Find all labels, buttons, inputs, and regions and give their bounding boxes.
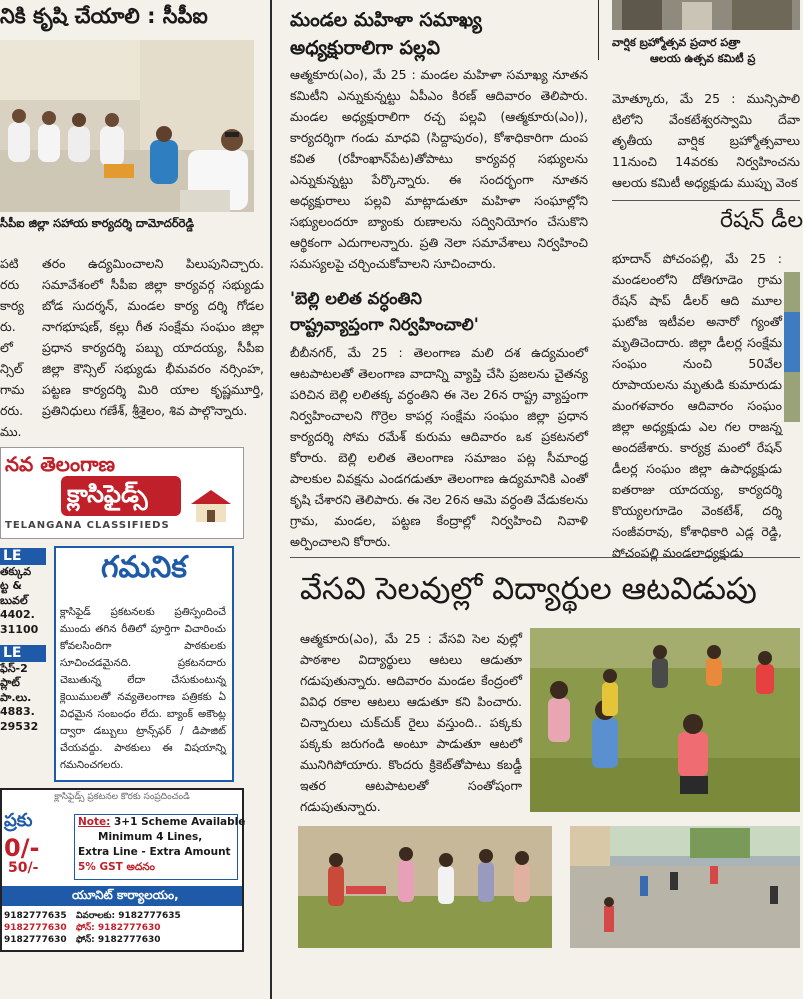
temple-caption-line1: వార్షిక బ్రహ్మోత్సవ ప్రచార పత్రా: [612, 36, 741, 49]
classified-item: 4402.: [0, 608, 35, 621]
classified-item-tag: LE: [0, 548, 46, 565]
left-headline: నికి కృషి చేయాలి : సీపీఐ: [0, 4, 208, 28]
fragment: ము.: [0, 424, 22, 439]
column-rule-left: [270, 0, 272, 999]
fragment: కార్య: [0, 298, 24, 313]
story1-headline-line2: అధ్యక్షురాలిగా పల్లవి: [290, 37, 441, 59]
classified-item: 4883.: [0, 705, 35, 718]
notice-box: [54, 546, 234, 782]
office-label: యూనిట్ కార్యాలయం,: [72, 888, 179, 902]
fragment: రు.: [0, 319, 16, 334]
story1-headline-line1: మండల మహిళా సమాఖ్య: [290, 9, 482, 31]
classified-item: ట్ట &: [0, 579, 22, 592]
classifieds-contact-box: [0, 788, 244, 952]
contact-top-line: క్లాసిఫైడ్స్ ప్రకటనల కొరకు సంప్రదించండి: [54, 792, 190, 802]
classified-item: పా.లు.: [0, 690, 32, 704]
phone-number: వివరాలకు: 9182777635: [76, 911, 181, 921]
contact-phones: [4, 910, 240, 946]
fragment: రరు: [0, 277, 20, 292]
temple-caption-line2: ఆలయ ఉత్సవ కమిటీ ప్ర: [650, 52, 756, 65]
notice-title: గమనిక: [101, 550, 187, 585]
phone-number: 9182777635: [4, 911, 67, 921]
classified-item: ఫేస్-2: [0, 661, 28, 675]
bottom-story-body: ఆత్మకూరు(ఎం), మే 25 : వేసవి సెల వుల్లో పాఠశాల విద్యార్థులు ఆటలు ఆడుతూ గడుపుతున్నారు. ఆదివారం మండల కేంద్రంలో వివిధ రకాల ఆటలు ఆడుతూ కని పించారు. చిన్నారులు చుక్‌చుక్ రైలు వస్తుంది.. పక్కకు పక్కకు జరుగండి అంటూ పాడుతూ ఆటలో మునిగిపోయారు. కొందరు క్రికెట్‌తోపాటు కబడ్డీ ఇతర ఆటపాటలతో సంతోషంగా గడుపుతున్నారు.: [300, 631, 522, 814]
right-divider: [612, 200, 800, 201]
fragment: లో: [0, 340, 13, 355]
street-cricket-photo: [570, 826, 800, 948]
note-line-3: Extra Line - Extra Amount: [78, 846, 231, 858]
notice-text: క్లాసిఫైడ్ ప్రకటనలకు ప్రతిస్పందించే ముందు తగిన రీతిలో పూర్తిగా విచారించు కోవలసిందిగా పాఠకులకు సూచించడమైనది. ప్రకటనదారు చెబుతున్న లేదా చేసుకుంటున్న క్లెయిములతో నవ్యతెలంగాణ పత్రికకు ఏ విధమైన సంబంధం లేదు. బ్యాంక్ అకౌంట్ల ద్వారా డబ్బులు ట్రాన్స్‌ఫర్ / డిపాజిట్ చేయవద్దు. పాఠకులు ఈ విషయాన్ని గమనించగలరు.: [60, 606, 226, 771]
classified-item-tag: LE: [0, 645, 46, 662]
classifieds-banner-en: TELANGANA CLASSIFIEDS: [5, 520, 170, 531]
classified-item: 31100: [0, 622, 39, 636]
fragment: రరు.: [0, 403, 24, 418]
story1-body: ఆత్మకూరు(ఎం), మే 25 : మండల మహిళా సమాఖ్య నూతన కమిటీని ఎన్నుకున్నట్టు ఏపీఎం కిరణ్ ఆదివారం తెలిపారు. మండల అధ్యక్షురాలిగా రచ్చ పల్లవి (ఆత్మకూరు(ఎం)), కార్యదర్శిగా గండు మాధవి (సిద్దాపురం), కోశాధికారిగా దుంప కవిత (రహీంఖాన్‌పేట)తోపాటు కార్యవర్గ సభ్యులను ఎన్నుకున్నట్టు పేర్కొన్నారు. ఈ సందర్భంగా నూతన అధ్యక్షురాలు పల్లవి మాట్లాడుతూ మహిళా సంఘాల్లోని సభ్యులందరూ బ్యాంకు రుణాలను సద్వినియోగం చేసుకొని ఆర్థికంగా ఎదుగాలన్నారు. ప్రతి నెలా సమావేశాలు నిర్వహించి సమస్యలపై చర్చించుకోవాలని సూచించారు.: [290, 67, 588, 271]
contact-big-label: ప్రకు: [4, 810, 33, 831]
note-box: [74, 814, 246, 880]
fragment: న్సిల్: [0, 361, 23, 376]
contact-price-2: 50/-: [8, 860, 39, 876]
note-line-1: 3+1 Scheme Available: [114, 816, 246, 828]
note-line-4: 5% GST అదనం: [78, 861, 155, 873]
phone-number: 9182777630: [4, 935, 67, 945]
ration-story-body: భూదాన్ పోచంపల్లి, మే 25 : మండలంలోని దోతిగూడెం గ్రామ రేషన్ షాప్ డీలర్ ఆది మూల ఘటోజ ఇటీవల అనారో గ్యంతో మృతిచెందారు. జిల్లా డీలర్ల సంక్షేమ సంఘం నుంచి 50వేల రూపాయలను మృతుడి కుమారుడు మంగళవారం ఆదివారం సంఘం జిల్లా అధ్యక్షుడు ఎల గల రాజన్న అందజేశారు. కార్యక్ర మంలో రేషన్ డీలర్ల సంఘం జిల్లా ఉపాధ్యక్షుడు ఐతరాజు యాదయ్య, కార్యదర్శి కొయ్యలగూడెం వెంకటేశ్, దర్శి సంజీవరావు, కోశాధికారి ఎడ్ల రెడ్డి, పోచంపల్లి మండలాధ్యక్షుడు: [612, 251, 782, 560]
fragment: పటి: [0, 256, 19, 271]
story2-headline-line2: రాష్ట్రవ్యాప్తంగా నిర్వహించాలి': [290, 315, 479, 334]
note-label: Note:: [78, 816, 111, 828]
contact-price-1: 0/-: [4, 834, 40, 862]
story2-body: బీబీనగర్, మే 25 : తెలంగాణ మలి దశ ఉద్యమంలో ఆటపాటలతో తెలంగాణ వాదాన్ని వ్యాప్తి చేసి ప్రజలను చైతన్య పరిచిన బెల్లి లలితక్క వర్ధంతిని ఈ నెల 26న రాష్ట్ర వ్యాప్తంగా నిర్వహించాలని గొర్రెల కాపర్ల సంక్షేమ సంఘం జిల్లా ప్రధాన కార్యదర్శి సోమ రమేశ్ కురుమ ఆదివారం ఒక ప్రకటనలో కోరారు. బెల్లి లలిత తెలంగాణ సమాజం పట్ల సీమాంధ్ర పాలకుల వివక్షను ఎండగడుతూ తెలంగాణ ఉద్యమానికి ఎంతో కృషి చేశారని తెలిపారు. ఈ నెల 26న ఆమె వర్ధంతి వేడుకలను గ్రామ, మండల, పట్టణ కేంద్రాల్లో నిర్వహించి నివాళి అర్పించాలని కోరారు.: [290, 345, 588, 549]
classifieds-banner-sub: క్లాసిఫైడ్స్: [67, 480, 148, 508]
bottom-headline: వేసవి సెలవుల్లో విద్యార్థుల ఆటవిడుపు: [300, 571, 757, 607]
classified-left-items: [0, 548, 46, 734]
fragment: గామ: [0, 382, 25, 397]
temple-story-body: మోత్కూరు, మే 25 : మున్సిపాలి టిలోని వేంకటేశ్వరస్వామి దేవా తృతీయ వార్షిక బ్రహ్మోత్సవాలు 11నుంచి 14వరకు నిర్వహించను ఆలయ కమిటీ అధ్యక్షుడు ముప్పు వెంక: [612, 91, 800, 190]
left-photo-caption: సీపీఐ జిల్లా సహాయ కార్యదర్శి దామోదర్‌రెడ్డి: [0, 216, 194, 230]
column-rule-right-top: [598, 0, 599, 60]
classifieds-banner-title: నవ తెలంగాణ: [5, 452, 116, 476]
phone-number: ఫోన్: 9182777630: [76, 923, 161, 933]
kids-line-game-photo: [298, 826, 552, 948]
temple-photo: [612, 0, 800, 30]
left-meeting-photo: [0, 40, 254, 212]
left-story-body: తరం ఉద్యమించాలని పిలుపునిచ్చారు. సమావేశంలో సీపీఐ జిల్లా కార్యవర్గ సభ్యుడు బోడ సుదర్శన్, మండల కార్య దర్శి గోడల నాగభూషణ్, కల్లు గీత సంక్షేమ సంఘం జిల్లా ప్రధాన కార్యదర్శి పబ్బు యాదయ్య, సీపీఐ జిల్లా కౌన్సిల్ సభ్యుడు భీమవరం నర్సింహ, పట్టణ కార్యదర్శి మిరి యాల కృష్ణమూర్తి, ప్రతినిధులు గణేశ్, శ్రీశైలం, శివ పాల్గొన్నారు.: [42, 256, 264, 418]
ration-photo-edge: [784, 272, 800, 422]
classified-item: బువల్: [0, 593, 28, 607]
story2-headline-line1: 'బెల్లి లలిత వర్ధంతిని: [290, 289, 423, 308]
kids-train-game-photo: [530, 628, 800, 812]
phone-number: 9182777630: [4, 923, 67, 933]
phone-number: ఫోన్: 9182777630: [76, 935, 161, 945]
classifieds-banner: [0, 447, 244, 539]
left-edge-fragments: [0, 253, 34, 442]
house-icon: [189, 488, 233, 522]
classified-item: తక్కువ: [0, 564, 32, 578]
classified-item: 29532: [0, 719, 39, 733]
classified-item: ప్లాట్: [0, 676, 20, 689]
note-line-2: Minimum 4 Lines,: [98, 831, 203, 843]
ration-headline: రేషన్ డీల: [720, 208, 803, 233]
